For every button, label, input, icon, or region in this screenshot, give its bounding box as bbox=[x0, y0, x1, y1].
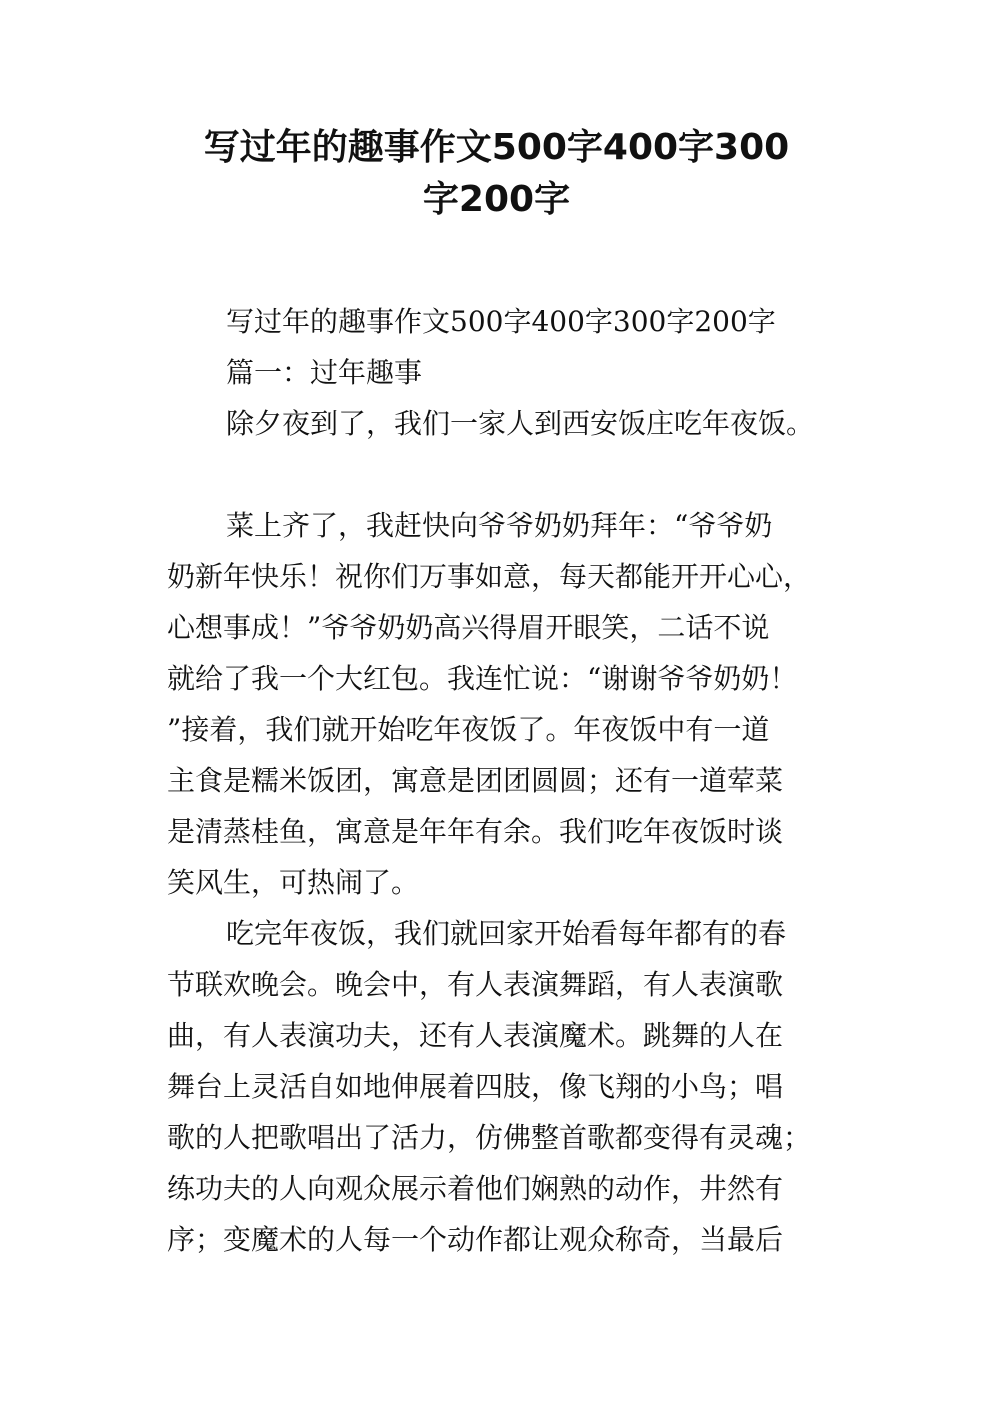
paragraph-3 bbox=[167, 908, 837, 1265]
document-body bbox=[167, 296, 837, 1265]
paragraph-line: 主食是糯米饭团，寓意是团团圆圆；还有一道荤菜 bbox=[167, 764, 784, 797]
paragraph-line: ”接着，我们就开始吃年夜饭了。年夜饭中有一道 bbox=[167, 713, 770, 746]
paragraph-line: 节联欢晚会。晚会中，有人表演舞蹈，有人表演歌 bbox=[167, 968, 784, 1001]
page-title bbox=[0, 122, 993, 226]
paragraph-line: 菜上齐了，我赶快向爷爷奶奶拜年：“爷爷奶 bbox=[226, 509, 773, 542]
title-line-1: 写过年的趣事作文500字400字300 bbox=[203, 127, 790, 168]
paragraph-line: 序；变魔术的人每一个动作都让观众称奇，当最后 bbox=[167, 1223, 784, 1256]
paragraph-line: 心想事成！”爷爷奶奶高兴得眉开眼笑，二话不说 bbox=[167, 611, 770, 644]
paragraph-line: 舞台上灵活自如地伸展着四肢，像飞翔的小鸟；唱 bbox=[167, 1070, 784, 1103]
paragraph-line: 吃完年夜饭，我们就回家开始看每年都有的春 bbox=[226, 917, 787, 950]
paragraph-line: 歌的人把歌唱出了活力，仿佛整首歌都变得有灵魂； bbox=[167, 1121, 812, 1154]
paragraph-line: 是清蒸桂鱼，寓意是年年有余。我们吃年夜饭时谈 bbox=[167, 815, 784, 848]
paragraph-line: 笑风生，可热闹了。 bbox=[167, 866, 420, 899]
paragraph-line: 就给了我一个大红包。我连忙说：“谢谢爷爷奶奶！ bbox=[167, 662, 798, 695]
paragraph-gap bbox=[167, 449, 837, 500]
paragraph-1: 除夕夜到了，我们一家人到西安饭庄吃年夜饭。 bbox=[226, 407, 815, 440]
title-line-2: 字200字 bbox=[422, 179, 571, 220]
paragraph-line: 练功夫的人向观众展示着他们娴熟的动作，井然有 bbox=[167, 1172, 784, 1205]
section-heading: 篇一：过年趣事 bbox=[226, 356, 423, 389]
paragraph-2 bbox=[167, 500, 837, 908]
paragraph-line: 曲，有人表演功夫，还有人表演魔术。跳舞的人在 bbox=[167, 1019, 784, 1052]
paragraph-line: 奶新年快乐！祝你们万事如意，每天都能开开心心， bbox=[167, 560, 812, 593]
subtitle: 写过年的趣事作文500字400字300字200字 bbox=[226, 305, 776, 338]
